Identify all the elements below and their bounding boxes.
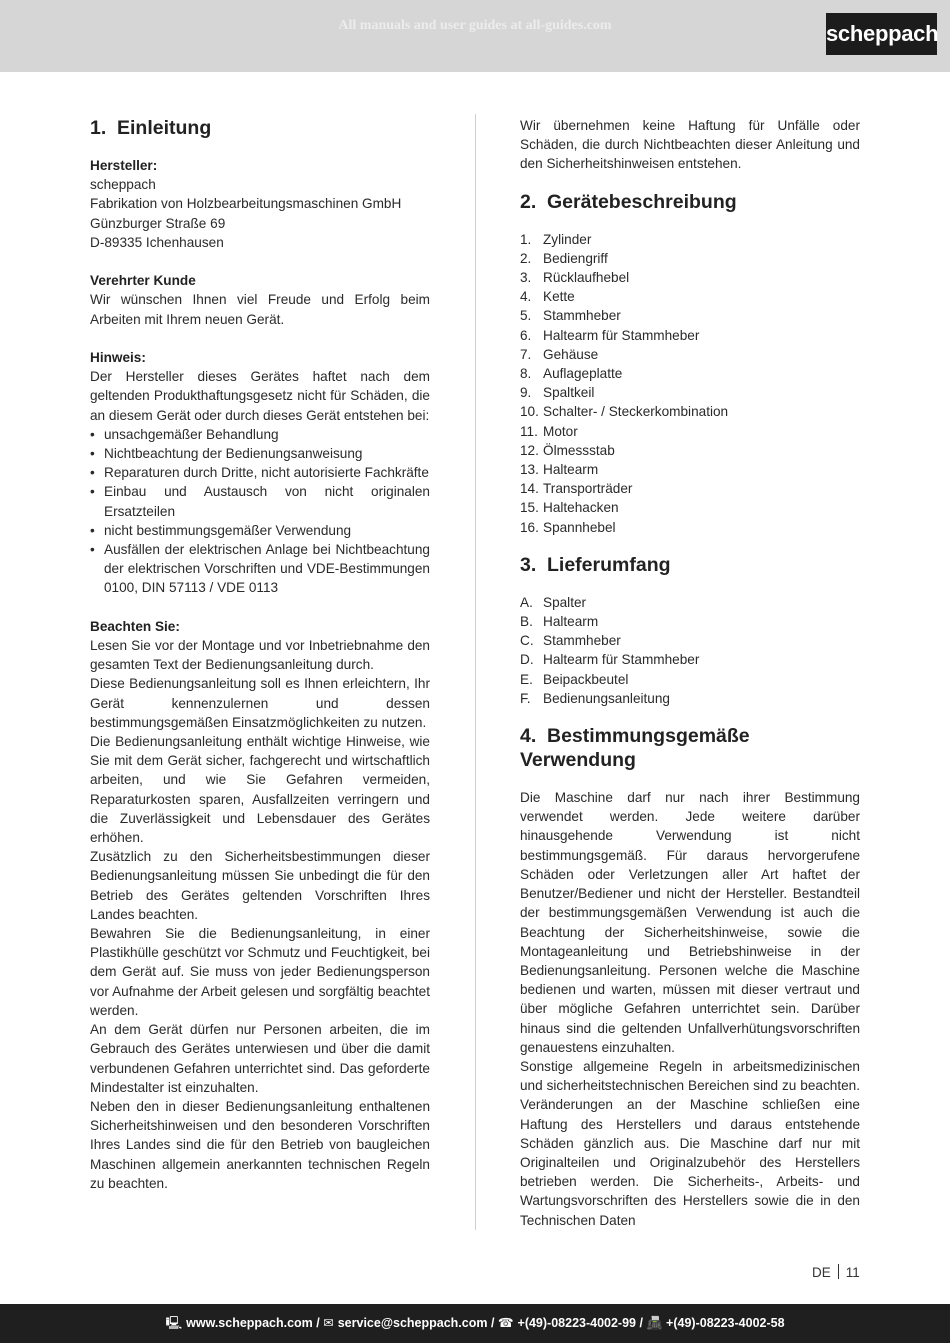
customer-text: Wir wünschen Ihnen viel Freude und Erfolg beim Arbeiten mit Ihrem neuen Gerät. [90,292,430,327]
header-bar [0,0,950,72]
list-item: 6. Haltearm für Stammheber [520,327,700,343]
list-item: E. Beipackbeutel [520,671,629,687]
usage-paragraph: Sonstige allgemeine Regeln in arbeitsmedizinischen und sicherheitstechnischen Bereichen sind zu beachten. Veränderungen an der Maschine schließen eine Haftung des Herstellers und daraus entstehende Schäden gänzlich aus. Die Maschine darf nur mit Originalteilen und Originalzubehör des Herstellers betrieben werden. Die Sicherheits-, Arbeits- und Wartungsvorschriften des Herstellers sowie die in den Technischen Daten [520,1058,860,1228]
manufacturer-line: D-89335 Ichenhausen [90,234,224,250]
bullet-item: • Ausfällen der elektrischen Anlage bei Nichtbeachtung der elektrischen Vorschriften und VDE-Bestimmungen 0100, DIN 57113 / VDE 0113 [90,540,430,598]
footer-website[interactable]: www.scheppach.com [186,1316,313,1330]
attention-paragraph: Neben den in dieser Bedienungsanleitung enthaltenen Sicherheitshinweisen und den besonderen Vorschriften Ihres Landes sind die für den Betrieb von baugleichen Maschinen allgemein anerkannten technischen Regeln zu beachten. [90,1098,430,1191]
attention-label: Beachten Sie: [90,618,180,634]
attention-paragraph: Lesen Sie vor der Montage und vor Inbetriebnahme den gesamten Text der Bedienungsanleitung durch. [90,638,430,673]
list-item: 14. Transporträder [520,481,633,497]
watermark-text: All manuals and user guides at all-guides.com [338,18,612,33]
left-column [90,116,430,1193]
list-item: 3. Rücklaufhebel [520,270,630,286]
list-item: 8. Auflageplatte [520,366,623,382]
bullet-item: • Nichtbeachtung der Bedienungsanweisung [90,444,430,463]
list-item: 15. Haltehacken [520,500,619,516]
list-item: 5. Stammheber [520,308,621,324]
list-item: D. Haltearm für Stammheber [520,652,700,668]
attention-paragraph: An dem Gerät dürfen nur Personen arbeiten, die im Gebrauch des Gerätes unterwiesen und über die damit verbundenen Gefahren unterrichtet sind. Das geforderte Mindestalter ist einzuhalten. [90,1022,430,1095]
liability-text: Wir übernehmen keine Haftung für Unfälle oder Schäden, die durch Nichtbeachten dieser Anleitung und den Sicherheitshinweisen entstehen. [520,118,860,172]
parts-list [520,230,860,537]
note-label: Hinweis: [90,350,146,365]
attention-paragraph: Die Bedienungsanleitung enthält wichtige Hinweise, wie Sie mit dem Gerät sicher, fachgerecht und wirtschaftlich arbeiten, und wie Sie Gefahren vermeiden, Reparaturkosten sparen, Ausfallzeiten verringern und die Zuverlässigkeit und Lebensdauer des Gerätes erhöhen. [90,734,430,846]
footer-phone: +(49)-08223-4002-99 [517,1316,637,1330]
list-item: 12. Ölmessstab [520,442,615,458]
scheppach-logo: scheppach [826,13,937,55]
list-item: 16. Spannhebel [520,519,616,535]
delivery-list [520,593,860,708]
customer-label: Verehrter Kunde [90,273,196,289]
list-item: 2. Bediengriff [520,250,608,266]
phone-icon: ☎ [497,1316,514,1330]
computer-icon: 🖳 [165,1316,183,1330]
footer-fax: +(49)-08223-4002-58 [666,1316,785,1330]
manufacturer-line: Fabrikation von Holzbearbeitungsmaschinen GmbH [90,196,402,212]
list-item: 13. Haltearm [520,462,599,478]
bullet-item: • Reparaturen durch Dritte, nicht autorisierte Fachkräfte [90,463,430,482]
list-item: 7. Gehäuse [520,346,599,362]
note-bullet-list [90,425,430,598]
attention-paragraph: Bewahren Sie die Bedienungsanleitung, in einer Plastikhülle geschützt vor Schmutz und Feuchtigkeit, bei dem Gerät auf. Sie muss von jeder Bedienungsperson vor Aufnahme der Arbeit gelesen und sorgfältig beachtet werden. [90,926,430,1018]
column-divider [475,114,476,1230]
bullet-item: • nicht bestimmungsgemäßer Verwendung [90,521,430,540]
list-item: A. Spalter [520,594,587,610]
list-item: 4. Kette [520,289,575,305]
page-number: DE 11 [812,1265,860,1280]
manufacturer-line: Günzburger Straße 69 [90,215,226,231]
list-item: C. Stammheber [520,633,621,649]
attention-paragraph: Zusätzlich zu den Sicherheitsbestimmungen dieser Bedienungsanleitung müssen Sie unbedingt die für den Betrieb des Gerätes geltenden Vorschriften Ihres Landes beachten. [90,849,430,922]
section-heading-2: 2. Gerätebeschreibung [520,190,737,213]
note-text: Der Hersteller dieses Gerätes haftet nach dem geltenden Produkthaftungsgesetz nicht für Schäden, die an diesem Gerät oder durch dieses Gerät entstehen bei: [90,369,430,423]
list-item: B. Haltearm [520,614,599,630]
manufacturer-label: Hersteller: [90,158,158,173]
list-item: 9. Spaltkeil [520,385,595,401]
list-item: F. Bedienungsanleitung [520,690,670,706]
section-heading-3: 3. Lieferumfang [520,553,671,576]
usage-paragraph: Die Maschine darf nur nach ihrer Bestimmung verwendet werden. Jede weitere darüber hinausgehende Verwendung ist nicht bestimmungsgemäß. Für daraus hervorgerufene Schäden oder Verletzungen aller Art haftet der Benutzer/Bediener und nicht der Hersteller. Bestandteil der bestimmungsgemäßen Verwendung ist auch die Beachtung der Sicherheitshinweise, sowie die Montageanleitung und Betriebshinweise in der Bedienungsanleitung. Personen welche die Maschine bedienen und warten, müssen mit dieser vertraut und über mögliche Gefahren unterrichtet sein. Darüber hinaus sind die geltenden Unfallverhütungsvorschriften genauestens einzuhalten. [520,790,860,1055]
footer-bar: 🖳 www.scheppach.com / ✉ service@scheppach.com / ☎ +(49)-08223-4002-99 / 📠 +(49)-08223-4002-58 [0,1304,950,1343]
bullet-item: • Einbau und Austausch von nicht originalen Ersatzteilen [90,482,430,520]
list-item: 1. Zylinder [520,231,592,247]
right-column [520,116,860,1230]
bullet-item: • unsachgemäßer Behandlung [90,425,430,444]
section-heading-4: 4. Bestimmungsgemäße Verwendung [520,725,750,772]
list-item: 11. Motor [520,423,578,439]
list-item: 10. Schalter- / Steckerkombination [520,404,729,420]
section-heading-1: 1. Einleitung [90,117,212,139]
attention-paragraph: Diese Bedienungsanleitung soll es Ihnen erleichtern, Ihr Gerät kennenzulernen und dessen bestimmungsgemäßen Einsatzmöglichkeiten zu nutzen. [90,676,430,730]
mail-icon: ✉ [323,1316,334,1330]
footer-email[interactable]: service@scheppach.com [337,1316,488,1330]
fax-icon: 📠 [646,1316,663,1330]
manufacturer-line: scheppach [90,177,156,193]
